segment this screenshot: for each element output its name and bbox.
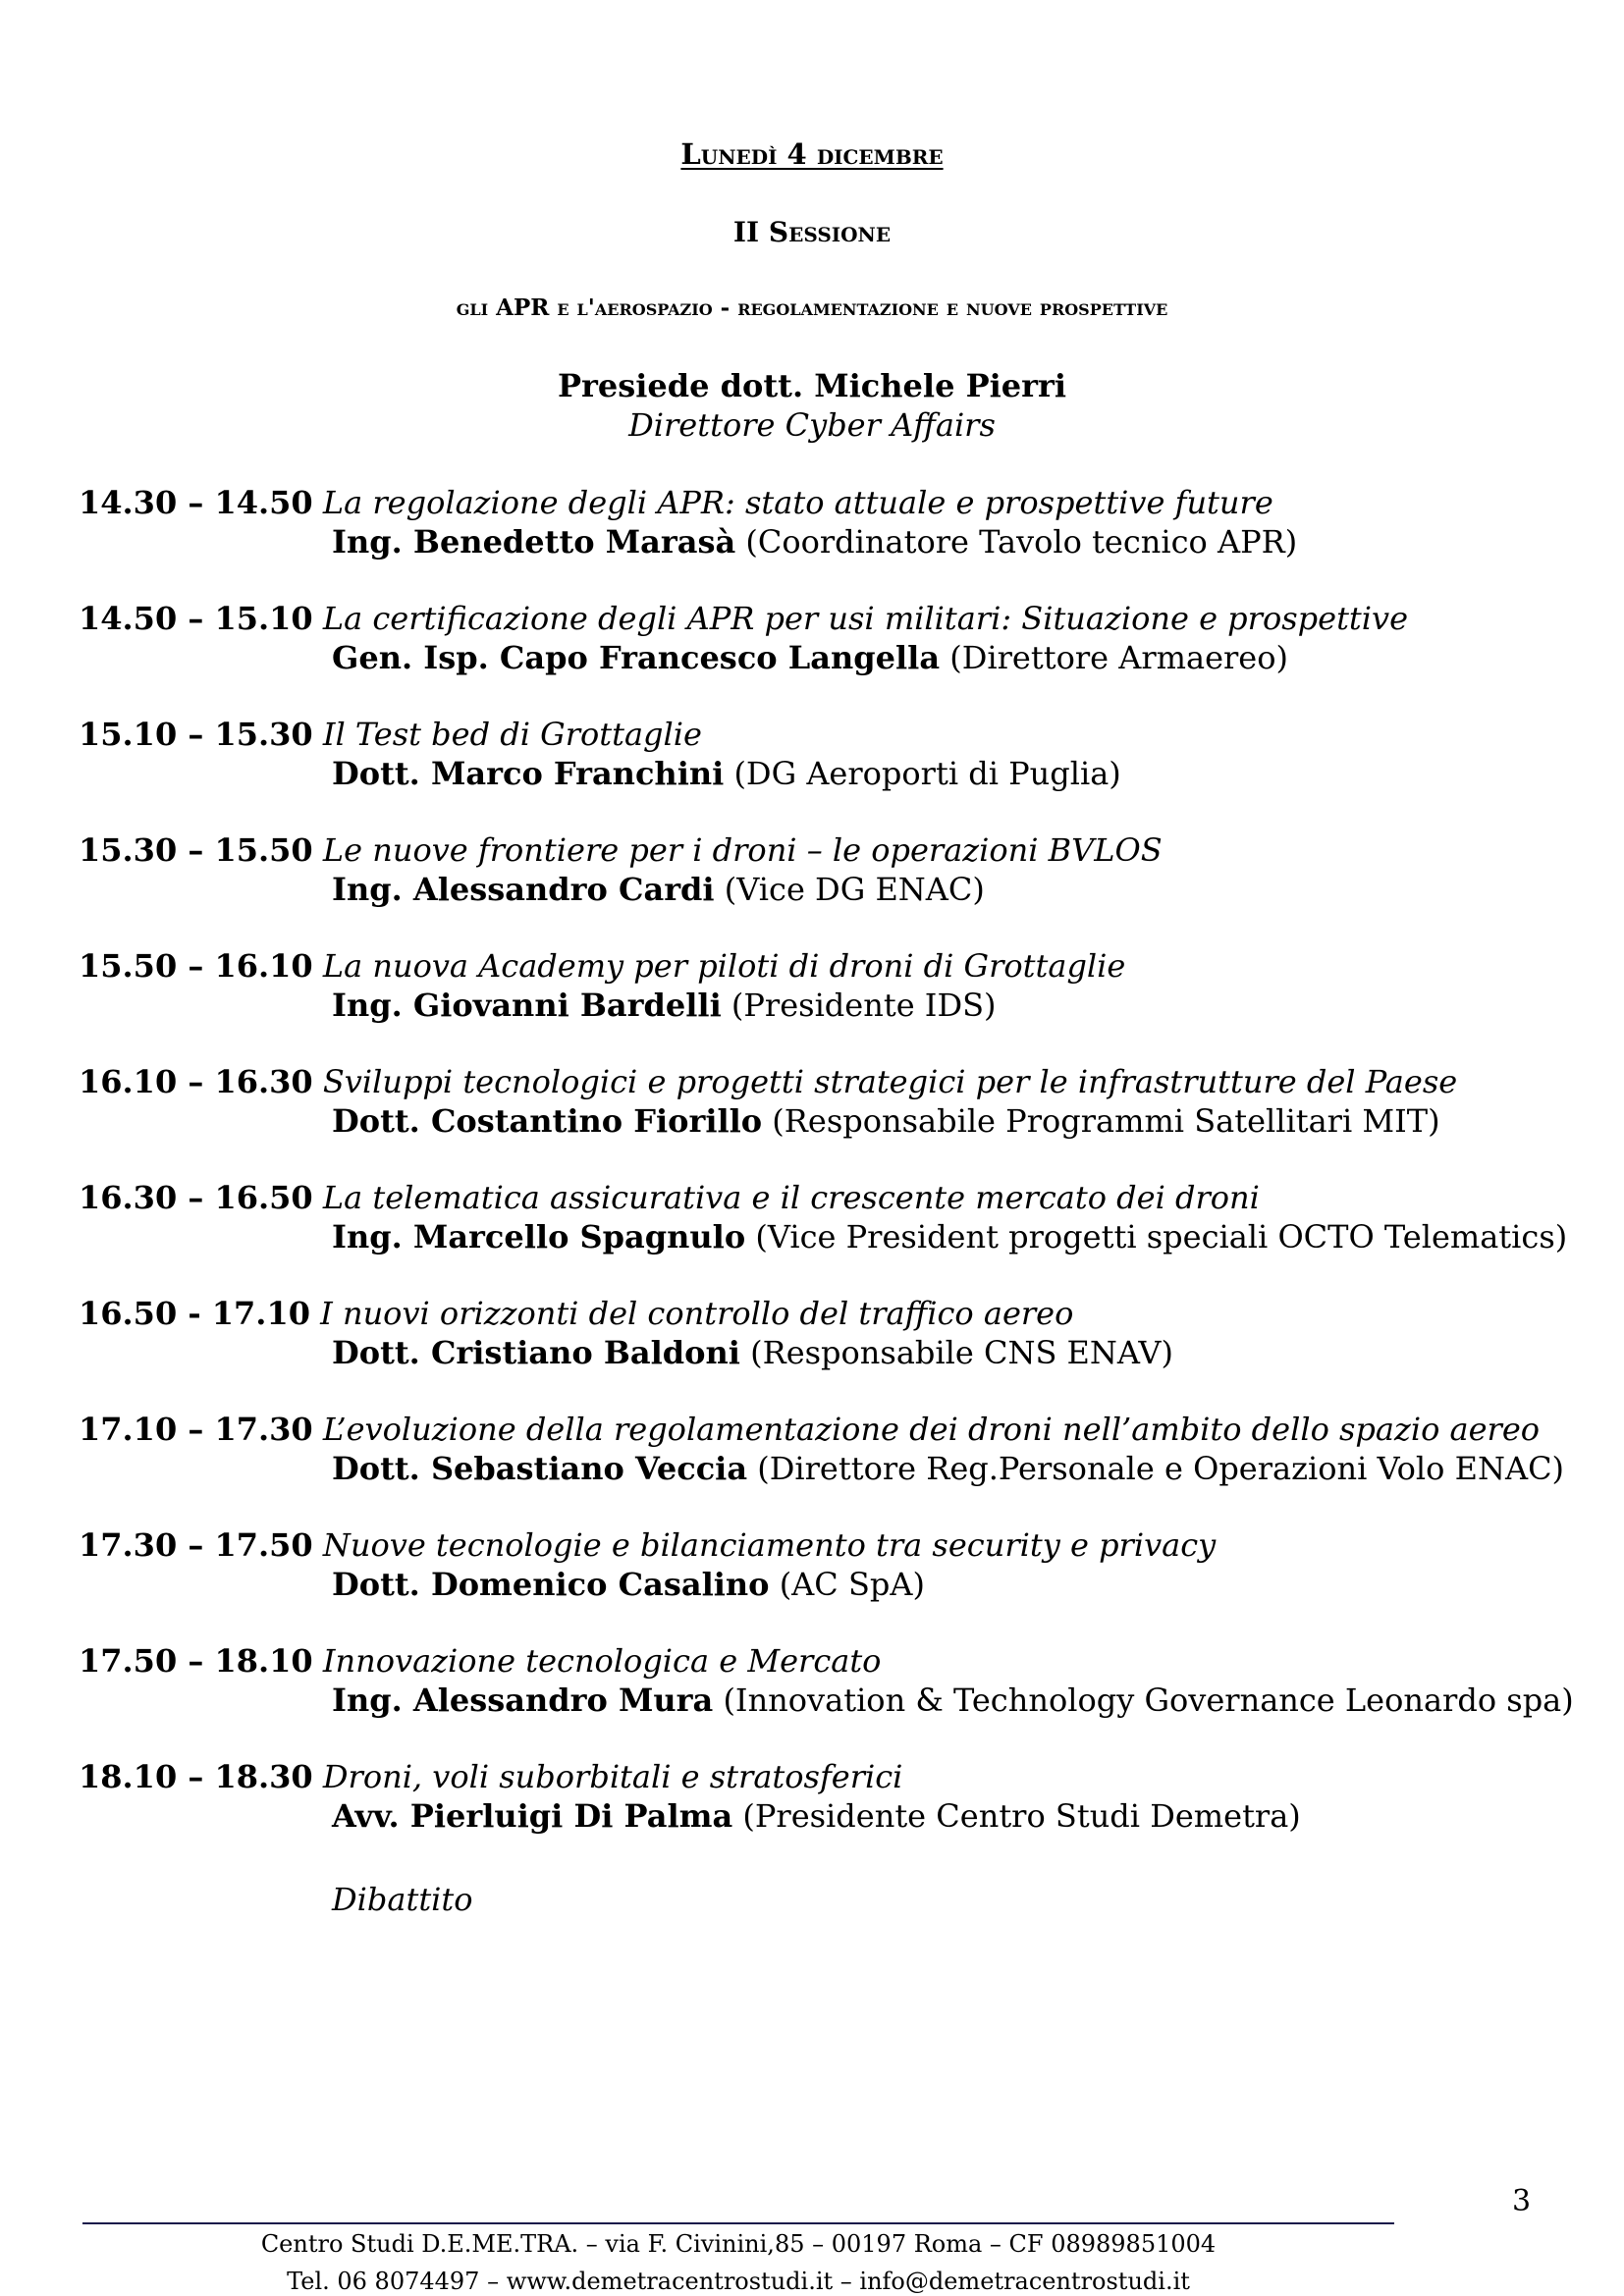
footer-divider — [82, 2222, 1394, 2224]
speaker-name: Ing. Marcello Spagnulo — [332, 1218, 746, 1255]
speaker-role: (DG Aeroporti di Puglia) — [733, 755, 1121, 792]
program-time: 14.50 – 15.10 — [79, 600, 313, 637]
speaker-name: Ing. Alessandro Mura — [332, 1682, 714, 1719]
program-time: 17.10 – 17.30 — [79, 1411, 313, 1448]
day-heading-text: Lunedì 4 dicembre — [680, 137, 944, 171]
debate-label: Dibattito — [332, 1881, 473, 1918]
speaker-name: Avv. Pierluigi Di Palma — [332, 1797, 733, 1835]
program-time: 15.30 – 15.50 — [79, 831, 313, 869]
program-item — [79, 715, 1610, 793]
program-item — [79, 1410, 1610, 1488]
chair-name: Presiede dott. Michele Pierri — [557, 367, 1067, 404]
speaker-role: (Responsabile Programmi Satellitari MIT) — [772, 1102, 1440, 1140]
speaker-role: (Vice DG ENAC) — [724, 871, 985, 908]
program-time: 17.50 – 18.10 — [79, 1642, 313, 1680]
speaker-name: Dott. Costantino Fiorillo — [332, 1102, 763, 1140]
page-number: 3 — [1512, 2184, 1532, 2218]
program-time: 16.50 - 17.10 — [79, 1295, 310, 1332]
program-item — [79, 1294, 1610, 1372]
program-topic: La nuova Academy per piloti di droni di Grottaglie — [322, 947, 1126, 985]
speaker-role: (Presidente IDS) — [731, 987, 997, 1024]
speaker-name: Dott. Sebastiano Veccia — [332, 1450, 748, 1487]
program-item — [79, 1757, 1610, 1836]
speaker-name: Gen. Isp. Capo Francesco Langella — [332, 639, 941, 676]
program-item — [79, 599, 1610, 677]
program-item — [79, 483, 1610, 561]
program-topic: Droni, voli suborbitali e stratosferici — [322, 1758, 903, 1795]
program-time: 16.10 – 16.30 — [79, 1063, 313, 1100]
program-topic: La regolazione degli APR: stato attuale e prospettive future — [322, 484, 1273, 521]
chair-role: Direttore Cyber Affairs — [628, 406, 996, 444]
program-topic: La certificazione degli APR per usi militari: Situazione e prospettive — [322, 600, 1409, 637]
program-topic: Sviluppi tecnologici e progetti strategici per le infrastrutture del Paese — [322, 1063, 1458, 1100]
speaker-name: Dott. Cristiano Baldoni — [332, 1334, 740, 1371]
program-topic: Innovazione tecnologica e Mercato — [322, 1642, 882, 1680]
speaker-role: (Innovation & Technology Governance Leonardo spa) — [723, 1682, 1574, 1719]
speaker-name: Dott. Marco Franchini — [332, 755, 725, 792]
program-topic: I nuovi orizzonti del controllo del traffico aereo — [320, 1295, 1074, 1332]
session-subtitle: gli APR e l'aerospazio - regolamentazione e nuove prospettive — [456, 294, 1168, 321]
speaker-name: Ing. Alessandro Cardi — [332, 871, 715, 908]
speaker-role: (Coordinatore Tavolo tecnico APR) — [745, 523, 1298, 561]
speaker-role: (Presidente Centro Studi Demetra) — [742, 1797, 1301, 1835]
session-heading: II Sessione — [732, 216, 892, 248]
program-item — [79, 1178, 1610, 1256]
speaker-role: (Direttore Reg.Personale e Operazioni Volo ENAC) — [757, 1450, 1565, 1487]
program-topic: L’evoluzione della regolamentazione dei droni nell’ambito dello spazio aereo — [322, 1411, 1541, 1448]
speaker-name: Ing. Benedetto Marasà — [332, 523, 736, 561]
program-topic: Le nuove frontiere per i droni – le operazioni BVLOS — [322, 831, 1163, 869]
program-topic: Il Test bed di Grottaglie — [322, 716, 702, 753]
speaker-name: Dott. Domenico Casalino — [332, 1566, 770, 1603]
speaker-role: (Vice President progetti speciali OCTO Telematics) — [755, 1218, 1568, 1255]
program-item — [79, 1525, 1610, 1604]
speaker-name: Ing. Giovanni Bardelli — [332, 987, 722, 1024]
program-time: 17.30 – 17.50 — [79, 1526, 313, 1564]
program-time: 15.50 – 16.10 — [79, 947, 313, 985]
program-topic: Nuove tecnologie e bilanciamento tra security e privacy — [322, 1526, 1217, 1564]
program-time: 14.30 – 14.50 — [79, 484, 313, 521]
footer-address: Centro Studi D.E.ME.TRA. – via F. Civinini,85 – 00197 Roma – CF 08989851004 — [260, 2230, 1217, 2258]
program-item — [79, 1641, 1610, 1720]
program-topic: La telematica assicurativa e il crescente mercato dei droni — [322, 1179, 1260, 1216]
program-item — [79, 946, 1610, 1025]
program-time: 16.30 – 16.50 — [79, 1179, 313, 1216]
day-heading — [0, 137, 1624, 171]
program-item — [79, 830, 1610, 909]
program-item — [79, 1062, 1610, 1141]
footer-contacts: Tel. 06 8074497 – www.demetracentrostudi.it – info@demetracentrostudi.it — [287, 2268, 1190, 2295]
program-time: 15.10 – 15.30 — [79, 716, 313, 753]
program-time: 18.10 – 18.30 — [79, 1758, 313, 1795]
speaker-role: (AC SpA) — [779, 1566, 925, 1603]
speaker-role: (Responsabile CNS ENAV) — [750, 1334, 1174, 1371]
speaker-role: (Direttore Armaereo) — [949, 639, 1288, 676]
